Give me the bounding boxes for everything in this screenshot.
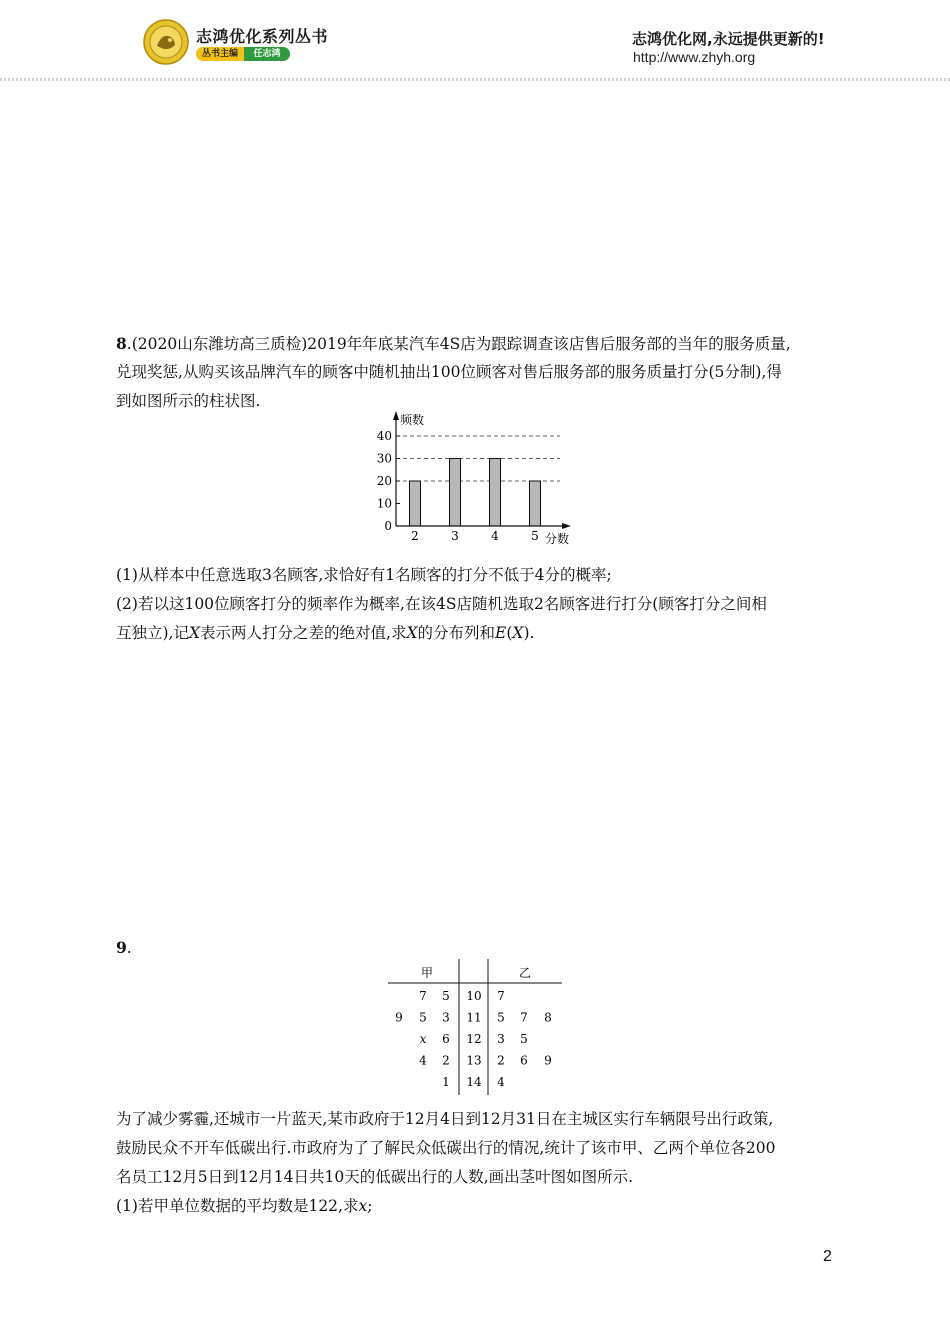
- q8-var-x: X: [188, 624, 201, 642]
- y-tick-label: 0: [384, 519, 392, 533]
- site-url[interactable]: http://www.zhyh.org: [633, 49, 756, 65]
- chart-bars: [410, 459, 541, 527]
- q8-part2-line2: [116, 619, 840, 648]
- stem-value: 11: [466, 1010, 482, 1025]
- q9-dot: .: [126, 939, 132, 957]
- leaf-yi: 3: [497, 1032, 505, 1046]
- q9-part1: [116, 1192, 840, 1221]
- series-title: 志鸿优化系列丛书: [196, 27, 329, 46]
- q8-dot: .: [126, 335, 132, 353]
- q8-source: (2020山东潍坊高三质检): [131, 335, 308, 353]
- y-tick-label: 10: [376, 496, 392, 511]
- editor-badge: [196, 47, 292, 61]
- q8-part2-text-c: 的分布列和: [417, 624, 496, 642]
- leaf-yi: 6: [520, 1053, 528, 1068]
- leaf-jia: 3: [442, 1010, 450, 1025]
- site-slogan: 志鸿优化网,永远提供更新的!: [632, 30, 825, 48]
- leaf-yi: 8: [544, 1010, 552, 1025]
- header-divider: [0, 78, 950, 81]
- leaf-jia: x: [419, 1032, 427, 1046]
- leaf-jia: 9: [395, 1010, 403, 1025]
- bar-score-4: [490, 459, 501, 527]
- q8-part2-line1: (2)若以这100位顾客打分的频率作为概率,在该4S店随机选取2名顾客进行打分(顾客打分之间相: [116, 595, 767, 613]
- stem-leaf-rows: [395, 989, 552, 1089]
- x-tick-label: 2: [411, 529, 419, 543]
- stem-value: 13: [466, 1053, 482, 1068]
- y-tick-label: 30: [376, 451, 392, 466]
- leaf-yi: 5: [497, 1010, 505, 1025]
- q9-part1-text: (1)若甲单位数据的平均数是122,求: [116, 1197, 359, 1215]
- leaf-yi: 4: [497, 1075, 505, 1089]
- q9-line3: 名员工12月5日到12月14日共10天的低碳出行的人数,画出茎叶图如图所示.: [116, 1168, 634, 1186]
- y-tick-label: 20: [376, 474, 392, 488]
- q8-intro-text: 2019年年底某汽车4S店为跟踪调查该店售后服务部的当年的服务质量,: [307, 335, 791, 353]
- editor-label: 丛书主编: [196, 47, 244, 61]
- unit-yi-header: 乙: [519, 966, 532, 980]
- stem-leaf-plot: [385, 957, 565, 1097]
- leaf-jia: 6: [442, 1032, 450, 1046]
- q8-ex-open: (: [506, 624, 513, 642]
- q8-number: 8: [116, 334, 127, 353]
- q8-expectation-e: E: [495, 624, 507, 642]
- q8-line1: [116, 329, 840, 359]
- q9-var-x: x: [358, 1197, 368, 1215]
- leaf-yi: 2: [497, 1053, 505, 1068]
- x-axis-label: 分数: [545, 532, 570, 546]
- x-tick-label: 4: [491, 529, 499, 543]
- leaf-yi: 7: [520, 1010, 528, 1025]
- q9-line2: 鼓励民众不开车低碳出行.市政府为了了解民众低碳出行的情况,统计了该市甲、乙两个单位各200: [116, 1139, 776, 1157]
- x-tick-label: 3: [451, 529, 459, 543]
- bar-score-2: [410, 481, 421, 526]
- q9-number: 9: [116, 938, 127, 957]
- q8-ex-close: ).: [523, 624, 535, 642]
- leaf-yi: 9: [544, 1053, 552, 1068]
- stem-value: 12: [466, 1032, 482, 1046]
- y-axis-arrow: [393, 411, 399, 420]
- leaf-yi: 7: [497, 989, 505, 1003]
- y-tick-label: 40: [376, 429, 392, 443]
- leaf-jia: 2: [442, 1053, 450, 1068]
- seal-logo-icon: [143, 19, 189, 65]
- q8-var-x-2: X: [406, 624, 418, 642]
- stem-value: 14: [466, 1075, 482, 1089]
- leaf-jia: 1: [442, 1075, 450, 1089]
- bar-score-3: [450, 459, 461, 527]
- leaf-jia: 5: [419, 1010, 427, 1025]
- unit-jia-header: 甲: [421, 966, 434, 980]
- q8-expectation-x: X: [512, 624, 524, 642]
- q8-part2-text-a: 互独立),记: [116, 624, 189, 642]
- leaf-jia: 7: [419, 989, 427, 1003]
- q9-part1-end: ;: [367, 1197, 373, 1215]
- page-header: [0, 0, 950, 82]
- q8-line2: 兑现奖惩,从购买该品牌汽车的顾客中随机抽出100位顾客对售后服务部的服务质量打分(5分制),得: [116, 363, 782, 381]
- q9-line1: 为了减少雾霾,还城市一片蓝天,某市政府于12月4日到12月31日在主城区实行车辆限号出行政策,: [116, 1110, 774, 1128]
- page-number: 2: [823, 1248, 832, 1265]
- x-axis-arrow: [562, 523, 571, 529]
- y-axis-label: 频数: [400, 413, 425, 427]
- q8-part1: (1)从样本中任意选取3名顾客,求恰好有1名顾客的打分不低于4分的概率;: [116, 566, 612, 584]
- leaf-yi: 5: [520, 1032, 528, 1046]
- x-tick-label: 5: [531, 529, 539, 543]
- q8-line3: 到如图所示的柱状图.: [116, 392, 261, 410]
- leaf-jia: 4: [419, 1053, 427, 1068]
- score-frequency-bar-chart: [360, 408, 590, 552]
- stem-value: 10: [466, 989, 482, 1003]
- chart-grid: [396, 436, 560, 481]
- q8-part2-text-b: 表示两人打分之差的绝对值,求: [200, 624, 407, 642]
- bar-score-5: [530, 481, 541, 526]
- editor-name: 任志鸿: [244, 47, 290, 61]
- leaf-jia: 5: [442, 989, 450, 1003]
